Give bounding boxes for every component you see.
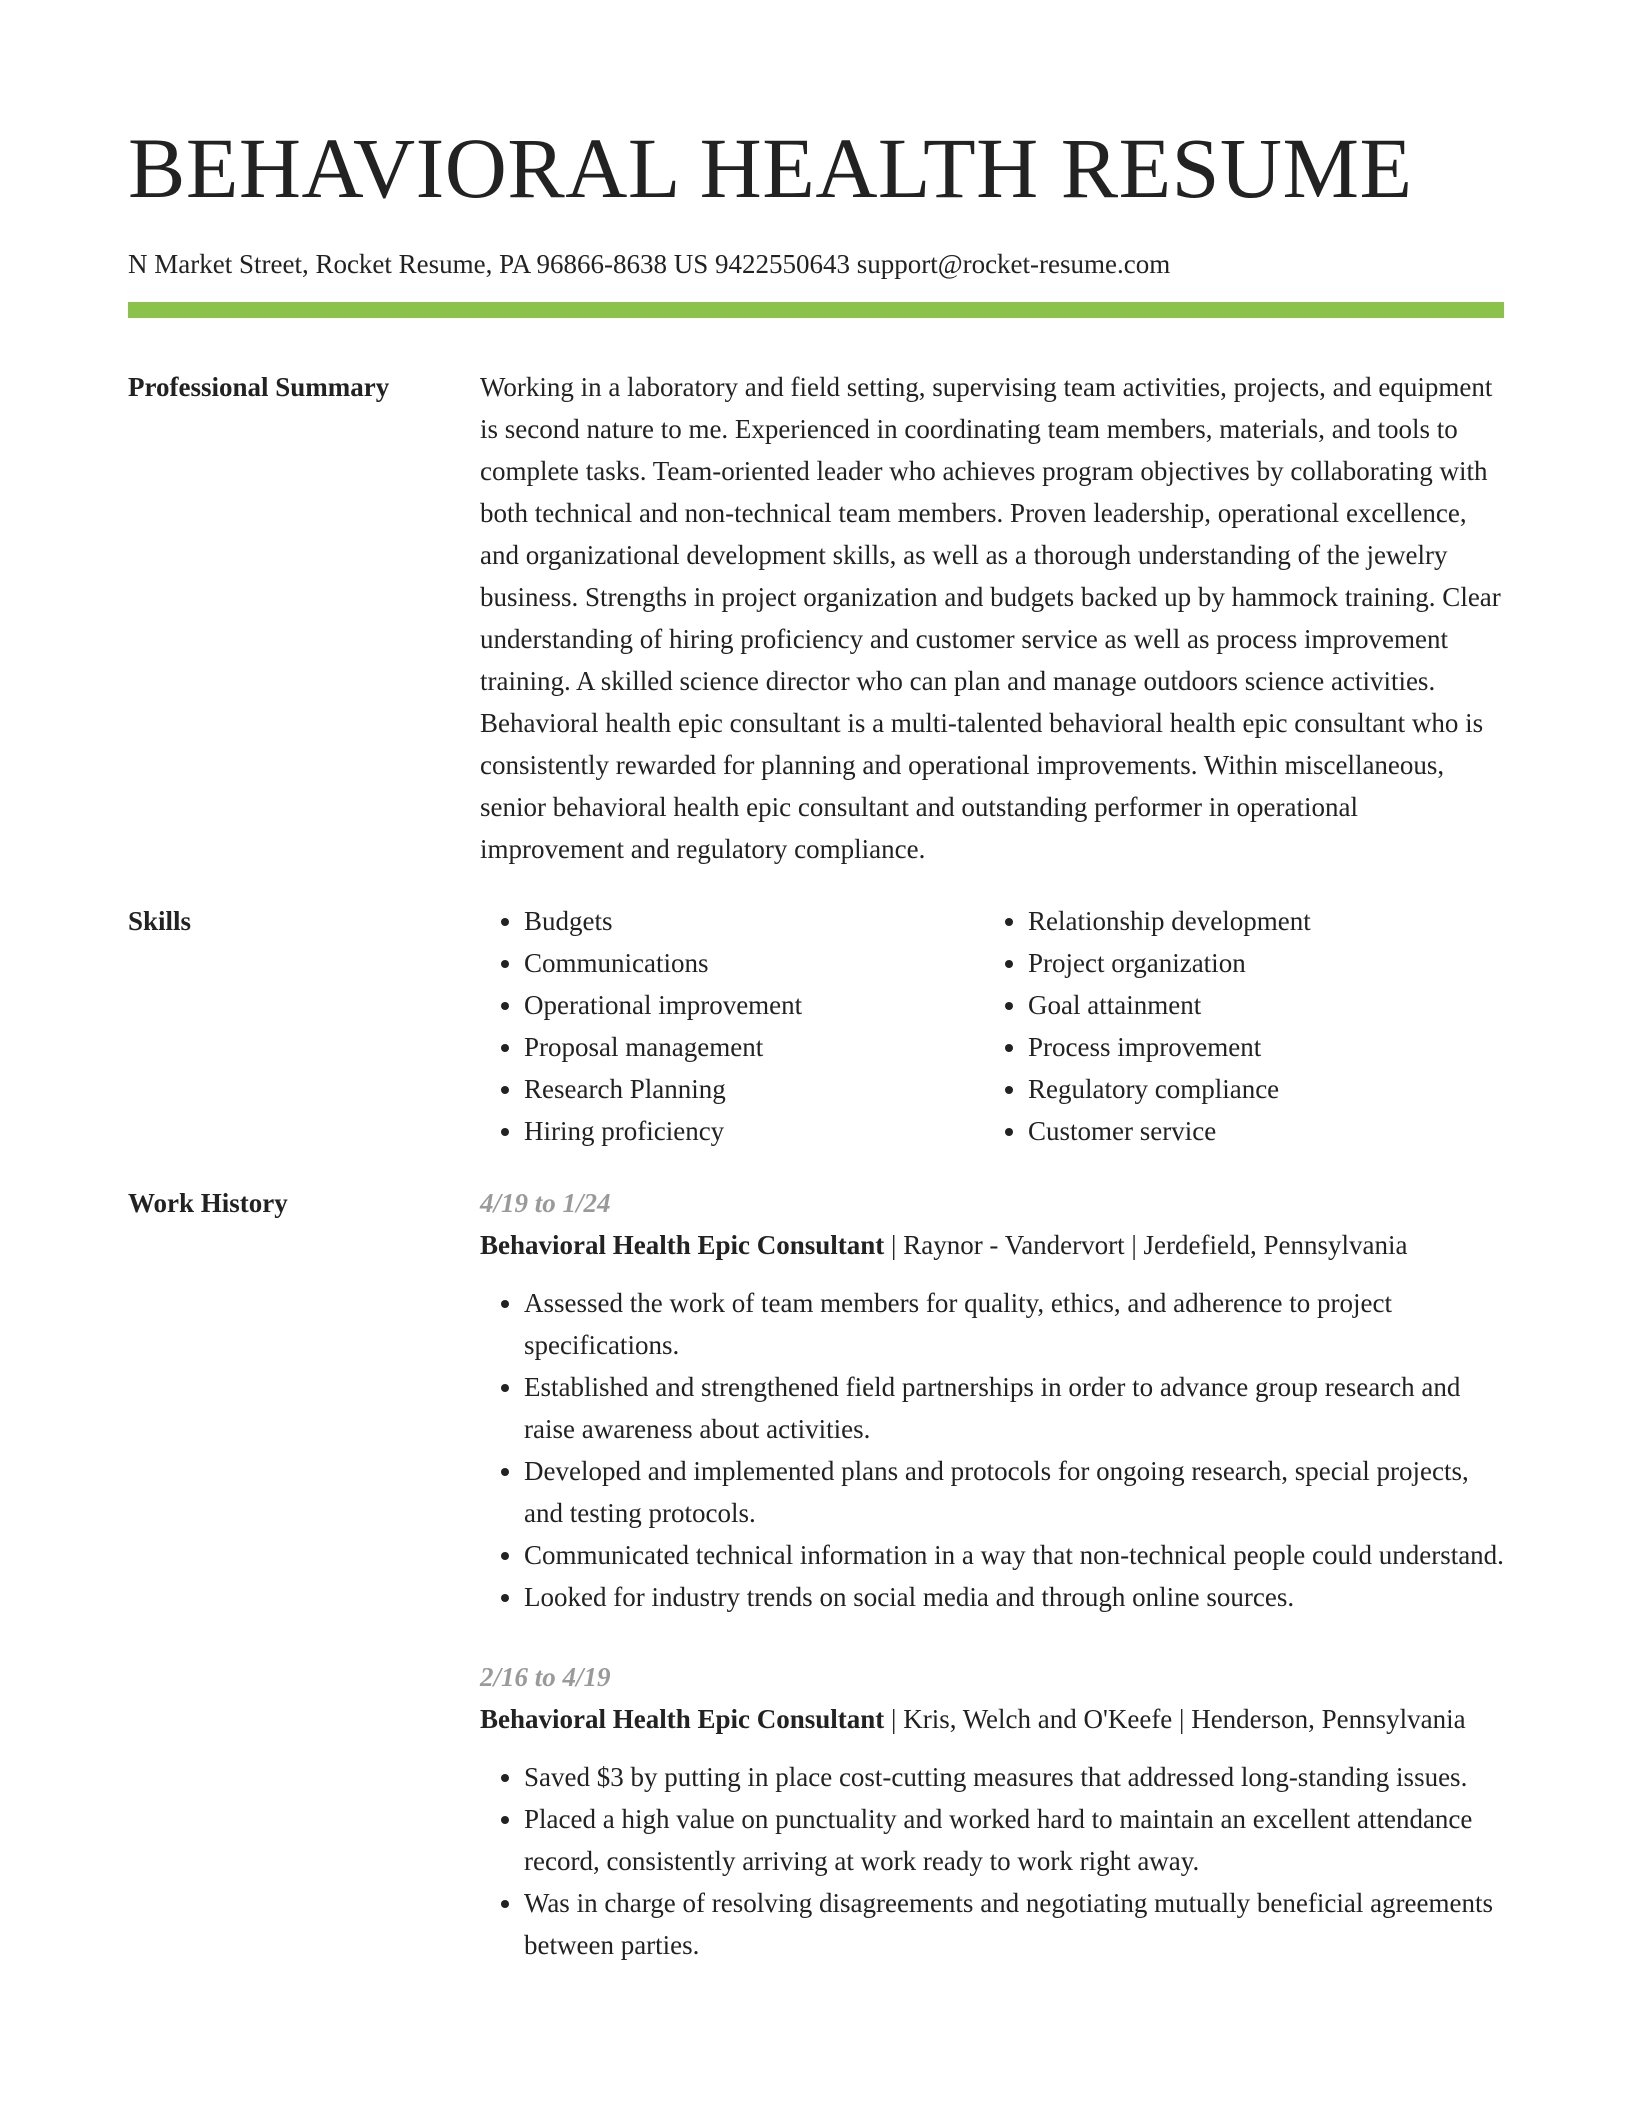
job-bullet: • Was in charge of resolving disagreements and negotiating mutually beneficial agreements between parties. <box>524 1882 1504 1966</box>
job-entry <box>480 1182 1504 1618</box>
section-label-work-history: Work History <box>128 1188 288 1218</box>
job-entry <box>480 1656 1504 1966</box>
skill-item: • Proposal management <box>524 1026 984 1068</box>
job-bullet: • Communicated technical information in a way that non-technical people could understand. <box>524 1534 1504 1576</box>
skill-item: • Operational improvement <box>524 984 984 1026</box>
professional-summary-section <box>128 366 1504 870</box>
skill-item: • Budgets <box>524 900 984 942</box>
job-title: Behavioral Health Epic Consultant <box>480 1704 885 1734</box>
job-bullet: • Developed and implemented plans and protocols for ongoing research, special projects, and testing protocols. <box>524 1450 1504 1534</box>
section-label-summary: Professional Summary <box>128 372 390 402</box>
work-history-section <box>128 1182 1504 1966</box>
job-dates: 4/19 to 1/24 <box>480 1188 611 1218</box>
skills-columns <box>480 900 1504 1152</box>
job-heading <box>480 1224 1504 1266</box>
job-details: | Raynor - Vandervort | Jerdefield, Pennsylvania <box>884 1230 1408 1260</box>
job-title: Behavioral Health Epic Consultant <box>480 1230 885 1260</box>
skill-item: • Project organization <box>1028 942 1488 984</box>
section-label-skills: Skills <box>128 906 192 936</box>
job-dates: 2/16 to 4/19 <box>480 1662 611 1692</box>
skill-item: • Relationship development <box>1028 900 1488 942</box>
job-bullet-list <box>480 1756 1504 1966</box>
skill-item: • Customer service <box>1028 1110 1488 1152</box>
job-bullet: • Placed a high value on punctuality and worked hard to maintain an excellent attendance record, consistently arriving at work ready to work right away. <box>524 1798 1504 1882</box>
work-history-body <box>480 1182 1504 1966</box>
skill-item: • Hiring proficiency <box>524 1110 984 1152</box>
skills-section <box>128 900 1504 1152</box>
skill-item: • Process improvement <box>1028 1026 1488 1068</box>
job-bullet: • Looked for industry trends on social media and through online sources. <box>524 1576 1504 1618</box>
job-bullet: • Assessed the work of team members for quality, ethics, and adherence to project specifications. <box>524 1282 1504 1366</box>
job-bullet-list <box>480 1282 1504 1618</box>
skills-list-left <box>480 900 984 1152</box>
job-bullet: • Established and strengthened field partnerships in order to advance group research and raise awareness about activities. <box>524 1366 1504 1450</box>
job-details: | Kris, Welch and O'Keefe | Henderson, Pennsylvania <box>884 1704 1466 1734</box>
skills-list-right <box>984 900 1488 1152</box>
resume-title: BEHAVIORAL HEALTH RESUME <box>128 120 1413 216</box>
summary-text: Working in a laboratory and field setting, supervising team activities, projects, and equipment is second nature to me. Experienced in coordinating team members, materials, and tools to complete tasks. Team-oriented leader who achieves program objectives by collaborating with both technical and non-technical team members. Proven leadership, operational excellence, and organizational development skills, as well as a thorough understanding of the jewelry business. Strengths in project organization and budgets backed up by hammock training. Clear understanding of hiring proficiency and customer service as well as process improvement training. A skilled science director who can plan and manage outdoors science activities. Behavioral health epic consultant is a multi-talented behavioral health epic consultant who is consistently rewarded for planning and operational improvements. Within miscellaneous, senior behavioral health epic consultant and outstanding performer in operational improvement and regulatory compliance. <box>480 372 1501 864</box>
skill-item: • Regulatory compliance <box>1028 1068 1488 1110</box>
skill-item: • Communications <box>524 942 984 984</box>
skill-item: • Research Planning <box>524 1068 984 1110</box>
job-bullet: • Saved $3 by putting in place cost-cutting measures that addressed long-standing issues. <box>524 1756 1504 1798</box>
header-accent-rule <box>128 302 1504 318</box>
contact-info: N Market Street, Rocket Resume, PA 96866-8638 US 9422550643 support@rocket-resume.com <box>128 249 1171 279</box>
skill-item: • Goal attainment <box>1028 984 1488 1026</box>
job-heading <box>480 1698 1504 1740</box>
